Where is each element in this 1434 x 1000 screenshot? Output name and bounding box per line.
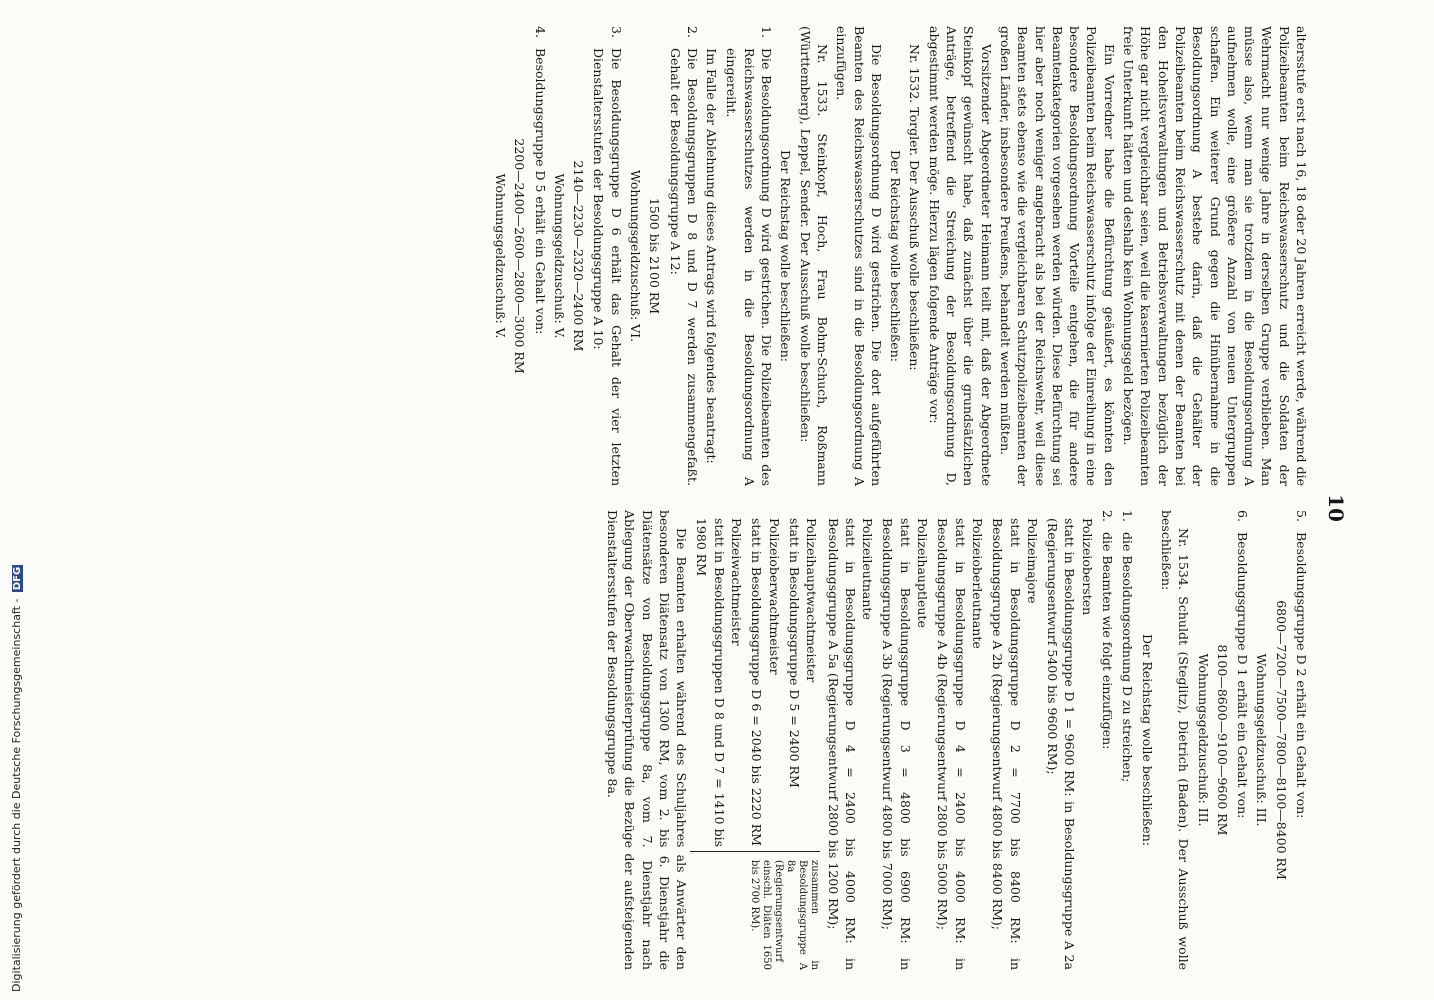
list-number: 5.: [1294, 510, 1309, 522]
list-number: 6.: [1235, 510, 1251, 522]
list-text: Besoldungsgruppe D 1 erhält ein Gehalt von:: [1235, 532, 1251, 819]
list-text: Die Besoldungsgruppe D 6 erhält das Gehalt der vier letzten Dienstaltersstufen der Besoldungsgruppe A 10:: [591, 48, 624, 486]
salary-line: 6800—7200—7500—7800—8100—8400 RM: [1273, 600, 1289, 880]
salary-line: 1500 bis 2100 RM: [647, 197, 663, 315]
rotated-page-content: [140, 0, 1360, 1000]
list-number: 4.: [532, 26, 548, 38]
rank-title: Polizeioberleutnante: [969, 518, 985, 649]
rank-title: Polizeileutnante: [860, 518, 876, 620]
housing-line: Wohnungsgeldzuschuß: VI.: [628, 169, 644, 343]
motion-1533-resolve: Der Reichstag wolle beschließen:: [778, 150, 794, 362]
list-text: Die Besoldungsgruppen D 8 und D 7 werden zusammengefaßt. Gehalt der Besoldungsgruppe A 12:: [667, 48, 700, 486]
rank-title: Polizeiobersten: [1079, 518, 1095, 616]
motion-1532-resolve: Der Reichstag wolle beschließen:: [888, 150, 904, 362]
list-text: Besoldungsgruppe D 5 erhält ein Gehalt von:: [532, 48, 548, 335]
motion-1534-resolve: Der Reichstag wolle beschließen:: [1139, 634, 1155, 846]
list-item: [1234, 510, 1251, 970]
brace-note: zusammen in Besoldungsgruppe A 8a (Regierungsentwurf einschl. Diäten 1650 bis 2700 RM).: [690, 851, 820, 970]
digitization-stamp: [0, 0, 23, 1000]
rank-title: Polizeimajore: [1024, 518, 1040, 604]
list-number: 1.: [1120, 510, 1136, 522]
salary-line: 2200—2400—2600—2800—3000 RM: [512, 138, 528, 374]
rank-entry: [693, 510, 745, 847]
rank-text: statt in Besoldungsgruppe D 1 = 9600 RM: in Besoldungsgruppe A 2a (Regierungsentwurf 5400 bis 9600 RM);: [1045, 518, 1078, 970]
list-number: 2.: [684, 26, 700, 38]
rank-text: statt in Besoldungsgruppe D 4 = 2400 bis 4000 RM: in Besoldungsgruppe A 4b (Regierungsentwurf 2800 bis 5000 RM);: [935, 518, 968, 970]
list-text: Besoldungsgruppe D 2 erhält ein Gehalt von:: [1294, 532, 1309, 819]
right-column: [602, 510, 1310, 970]
rank-entry: [879, 510, 931, 970]
rank-text: statt in Besoldungsgruppe D 4 = 2400 bis 4000 RM: in Besoldungsgruppe A 5a (Regierungsentwurf 2800 bis 1200 RM);: [825, 518, 858, 970]
page-number: 10: [1324, 494, 1348, 522]
closing-paragraph: Die Beamten erhalten während des Schuljahres als Anwärter den besonderen Diätensatz von 1300 RM, vom 2. bis 6. Dienstjahr die Diätensätze von Besoldungsgruppe 8a, vom 7. Dienstjahr nach Ablegung der Oberwachtmeisterprüfung die Bezüge der aufsteigenden Dienstaltersstufen der Besoldungsgruppe 8a.: [605, 510, 690, 970]
grouped-ranks: [690, 510, 820, 970]
paragraph-vorredner: Ein Vorredner habe die Befürchtung geäußert, es könnten den Polizeibeamten beim Reichswasserschutz infolge der Einreihung in eine besondere Besoldungsordnung Vorteile entgehen, die für andere Beamtenkategorien vorgesehen werden würden. Diese Befürchtung sei hier aber noch weniger angebracht als bei der Reichswehr, weil diese Beamten stets ebenso wie die vergleichbaren Schutzpolizeibeamten der großen Länder, insbesondere Preußens, behandelt werden müßten.: [997, 26, 1117, 486]
rank-entry: [989, 510, 1041, 970]
list-item: [1119, 510, 1136, 970]
list-number: 1.: [759, 26, 775, 38]
rank-text: statt in Besoldungsgruppe D 5 = 2400 RM: [786, 518, 802, 788]
rank-text: statt in Besoldungsgruppe D 2 = 7700 bis 8400 RM: in Besoldungsgruppe A 2b (Regierungsentwurf 4800 bis 8400 RM);: [990, 518, 1023, 970]
salary-line: 8100—8600—9100—9600 RM: [1214, 644, 1230, 836]
rank-title: Polizeiwachtmeister: [729, 518, 745, 646]
rank-entry: [748, 510, 783, 847]
rank-text: statt in Besoldungsgruppe D 6 = 2040 bis 2220 RM: [749, 518, 765, 846]
housing-line: Wohnungsgeldzuschuß: V.: [551, 173, 567, 339]
dfg-logo: DFG: [12, 566, 23, 591]
fallback-note: Im Falle der Ablehnung dieses Antrags wird folgendes beantragt:: [704, 48, 720, 464]
list-item: [666, 26, 701, 486]
salary-line: 2140—2230—2320—2400 RM: [571, 160, 587, 352]
list-item: [1293, 510, 1310, 970]
paragraph-vorsitzender: Vorsitzender Abgeordneter Heimann teilt mit, daß der Abgeordnete Steinkopf gewünscht habe, daß zunächst über die grundsätzlichen Anträge, betreffend die Streichung der Besoldungsordnung D, abgestimmt werden möge. Hierzu lägen folgende Anträge vor:: [926, 26, 994, 486]
list-text: die Besoldungsordnung D zu streichen;: [1120, 532, 1136, 783]
list-text: die Beamten wie folgt einzufügen:: [1100, 532, 1116, 750]
motion-1534-heading: Nr. 1534. Schuldt (Steglitz), Dietrich (Baden). Der Ausschuß wolle beschließen:: [1158, 510, 1192, 970]
paragraph-altersstufe: altersstufe erst nach 16, 18 oder 20 Jahren erreicht werde, während die Polizeibeamten beim Reichswasserschutz und die Soldaten der Wehrmacht nur wenige Jahre in derselben Gruppe verblieben. Man müsse also, wenn man sie trotzdem in die Besoldungsordnung A aufnehmen wolle, eine größere Anzahl von neuen Untergruppen schaffen. Ein weiterer Grund gegen die Hinübernahme in die Besoldungsordnung A bestehe darin, daß die Gehälter der Polizeibeamten beim Reichswasserschutz mit denen der Beamten bei den Hoheitsverwaltungen und Betriebsverwaltungen bezüglich der Höhe gar nicht vergleichbar seien, weil die kasernierten Polizeibeamten freie Unterkunft hätten und deshalb kein Wohnungsgeld bezögen.: [1121, 26, 1309, 486]
rank-text: statt in Besoldungsgruppen D 8 und D 7 = 1410 bis 1980 RM: [694, 518, 727, 847]
housing-line: Wohnungsgeldzuschuß: III.: [1254, 653, 1270, 827]
motion-1532-text: Die Besoldungsordnung D wird gestrichen. Die dort aufgeführten Beamten des Reichswasserschutzes sind in die Besoldungsordnung A einzufügen.: [834, 26, 884, 486]
rank-entry: [824, 510, 876, 970]
rank-entry: [786, 510, 821, 847]
rank-title: Polizeihauptwachtmeister: [804, 518, 820, 683]
motion-1533-heading: Nr. 1533. Steinkopf, Hoch, Frau Bohm-Schuch, Roßmann (Württemberg), Leppel, Sender. Der Ausschuß wolle beschließen:: [797, 26, 830, 486]
list-item: [590, 26, 625, 486]
housing-line: Wohnungsgeldzuschuß: V.: [492, 173, 508, 339]
list-number: 2.: [1100, 510, 1116, 522]
list-item: [723, 26, 775, 486]
list-text: Die Besoldungsordnung D wird gestrichen. Die Polizeibeamten des Reichswasserschutzes werden in die Besoldungsordnung A eingereiht.: [724, 48, 775, 486]
housing-line: Wohnungsgeldzuschuß: III.: [1195, 653, 1211, 827]
left-column: [490, 26, 1310, 486]
rank-title: Polizeihauptleute: [915, 518, 931, 628]
rank-entry: [1044, 510, 1096, 970]
rank-title: Polizeioberwachtmeister: [766, 518, 782, 675]
list-item: [1099, 510, 1116, 970]
rank-text: statt in Besoldungsgruppe D 3 = 4800 bis 6900 RM: in Besoldungsgruppe A 3b (Regierungsentwurf 4800 bis 7000 RM);: [880, 518, 913, 970]
list-number: 3.: [608, 26, 624, 38]
stamp-text: Digitalisierung gefördert durch die Deutsche Forschungsgemeinschaft -: [10, 598, 23, 992]
motion-1532-heading: Nr. 1532. Torgler. Der Ausschuß wolle beschließen:: [907, 44, 923, 371]
rank-entry: [934, 510, 986, 970]
list-item: [531, 26, 548, 486]
